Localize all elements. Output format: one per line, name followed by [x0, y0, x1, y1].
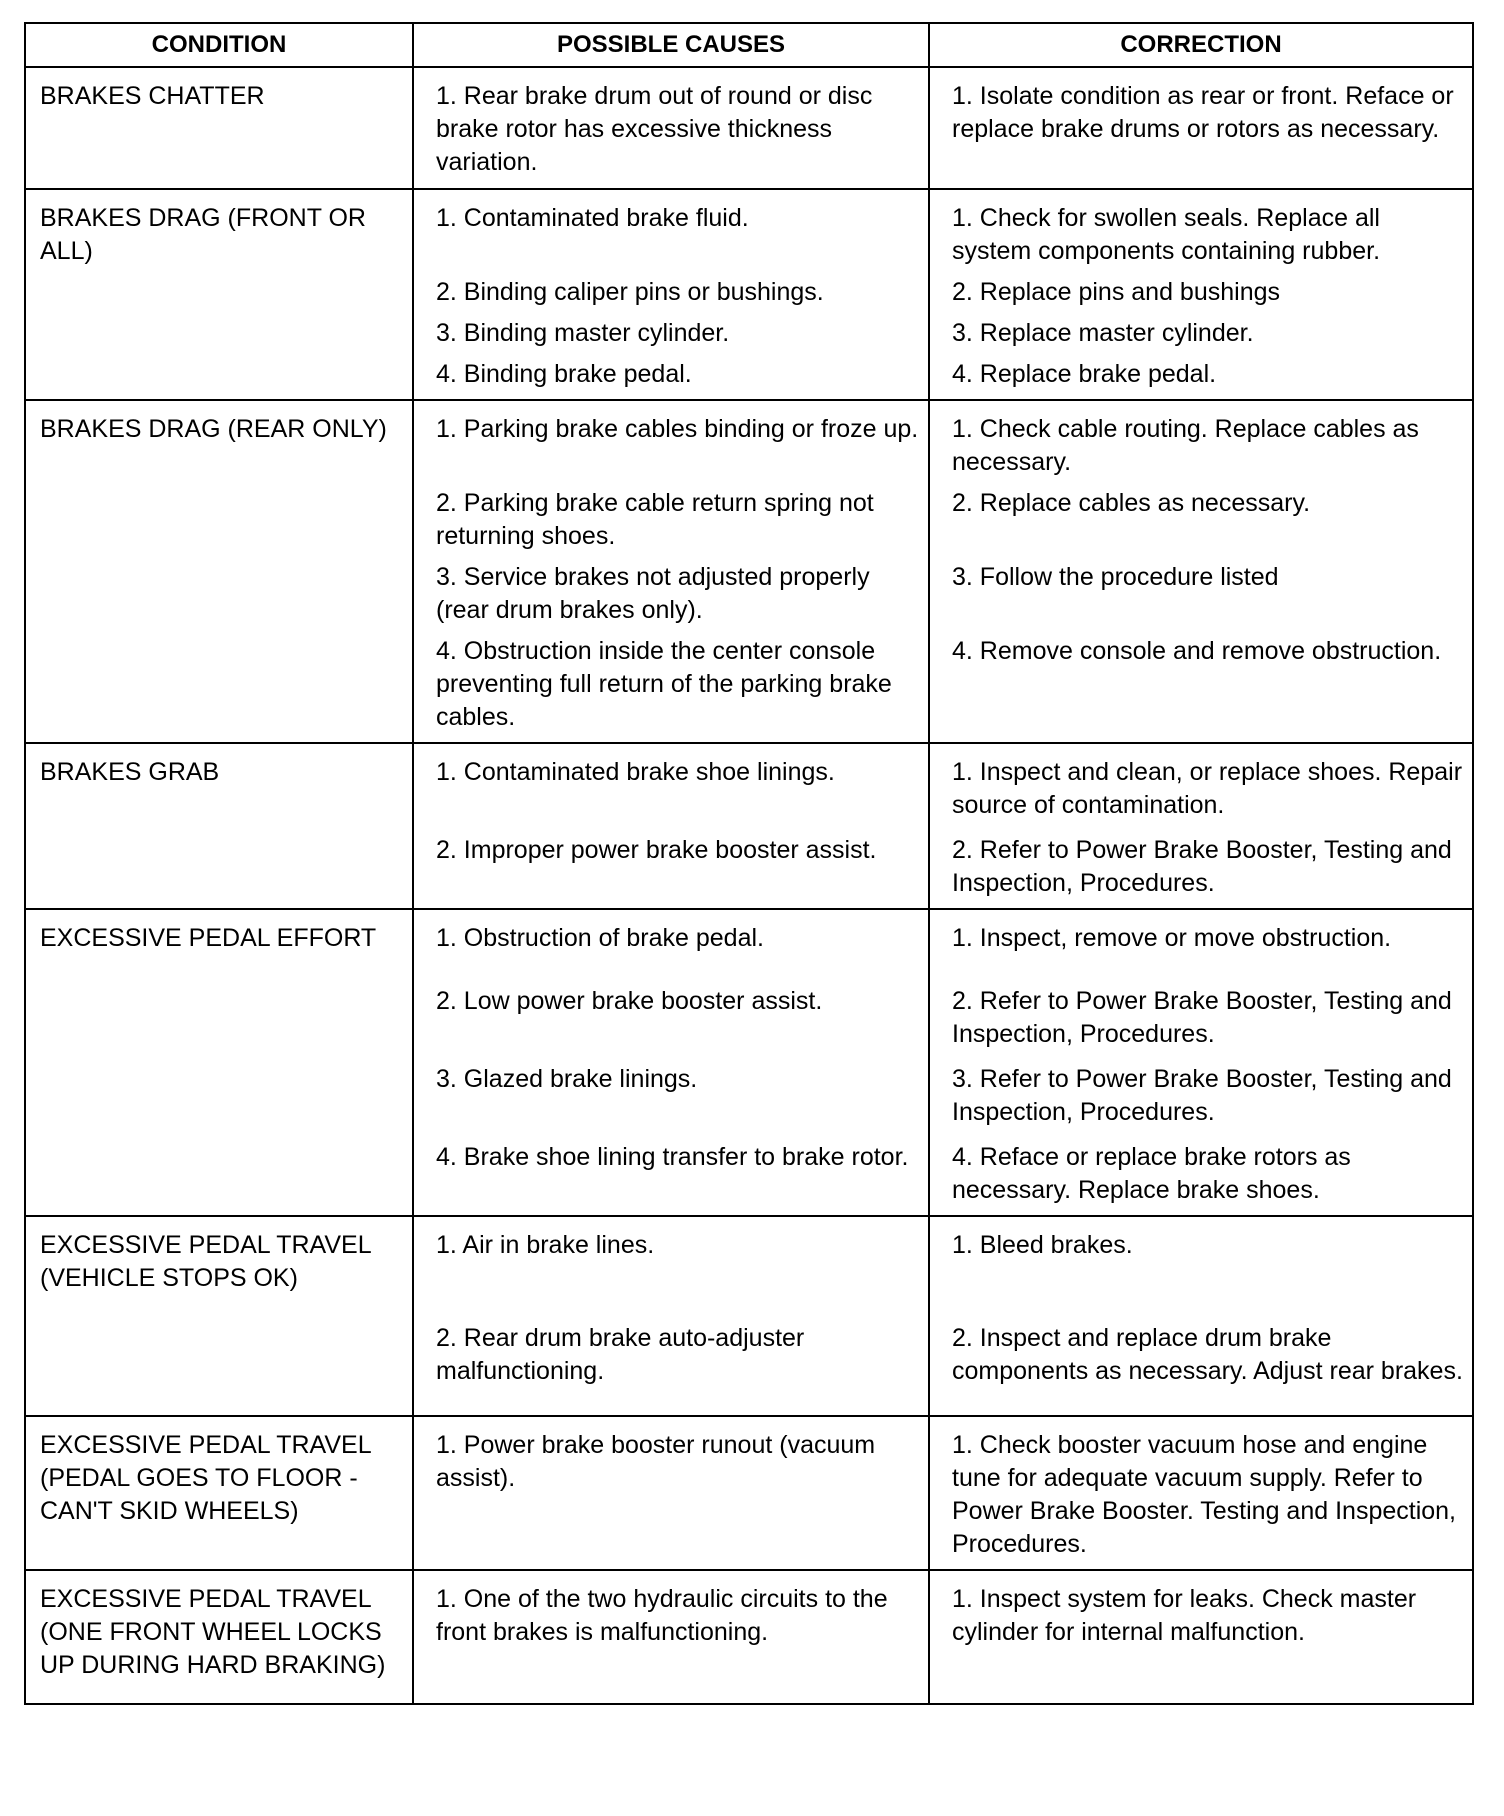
correction-cell — [929, 1570, 1473, 1704]
header-possible-causes: POSSIBLE CAUSES — [413, 23, 929, 67]
correction-item: 2. Replace cables as necessary. — [952, 489, 1311, 517]
cause-item: 1. Air in brake lines. — [436, 1231, 655, 1259]
condition-cell: BRAKES DRAG (FRONT OR ALL) — [25, 189, 413, 400]
cause-item: 1. One of the two hydraulic circuits to the front brakes is malfunctioning. — [436, 1585, 888, 1646]
correction-item: 2. Replace pins and bushings — [952, 278, 1281, 306]
correction-item: 1. Inspect and clean, or replace shoes. Repair source of contamination. — [952, 758, 1463, 819]
correction-item: 1. Check for swollen seals. Replace all system components containing rubber. — [952, 204, 1381, 265]
possible-causes-cell — [413, 1570, 929, 1704]
table-row — [25, 909, 1473, 1216]
table-row — [25, 1416, 1473, 1570]
condition-cell: EXCESSIVE PEDAL EFFORT — [25, 909, 413, 1216]
possible-causes-cell — [413, 1216, 929, 1416]
cause-item: 2. Improper power brake booster assist. — [436, 836, 877, 864]
condition-cell: EXCESSIVE PEDAL TRAVEL (PEDAL GOES TO FLOOR - CAN'T SKID WHEELS) — [25, 1416, 413, 1570]
possible-causes-cell — [413, 189, 929, 400]
correction-item: 1. Bleed brakes. — [952, 1231, 1133, 1259]
correction-item: 1. Inspect system for leaks. Check master cylinder for internal malfunction. — [952, 1585, 1417, 1646]
possible-causes-cell — [413, 743, 929, 909]
table-row — [25, 743, 1473, 909]
table-row — [25, 400, 1473, 743]
correction-cell — [929, 743, 1473, 909]
cause-item: 1. Parking brake cables binding or froze up. — [436, 415, 919, 443]
cause-item: 1. Contaminated brake fluid. — [436, 204, 749, 232]
correction-cell — [929, 909, 1473, 1216]
correction-item: 3. Replace master cylinder. — [952, 319, 1254, 347]
cause-item: 1. Power brake booster runout (vacuum assist). — [436, 1431, 876, 1492]
correction-item: 1. Isolate condition as rear or front. Reface or replace brake drums or rotors as necessary. — [952, 82, 1454, 143]
correction-cell — [929, 400, 1473, 743]
correction-item: 2. Refer to Power Brake Booster, Testing and Inspection, Procedures. — [952, 987, 1452, 1048]
table-row — [25, 1570, 1473, 1704]
possible-causes-cell — [413, 67, 929, 189]
cause-item: 3. Glazed brake linings. — [436, 1065, 698, 1093]
table-row — [25, 1216, 1473, 1416]
cause-item: 1. Obstruction of brake pedal. — [436, 924, 764, 952]
cause-item: 2. Binding caliper pins or bushings. — [436, 278, 824, 306]
condition-cell: EXCESSIVE PEDAL TRAVEL (ONE FRONT WHEEL LOCKS UP DURING HARD BRAKING) — [25, 1570, 413, 1704]
possible-causes-cell — [413, 909, 929, 1216]
condition-cell: EXCESSIVE PEDAL TRAVEL (VEHICLE STOPS OK) — [25, 1216, 413, 1416]
table-body — [25, 67, 1473, 1704]
correction-cell — [929, 1416, 1473, 1570]
table-header — [25, 23, 1473, 67]
condition-cell: BRAKES DRAG (REAR ONLY) — [25, 400, 413, 743]
cause-item: 4. Brake shoe lining transfer to brake rotor. — [436, 1143, 909, 1171]
correction-cell — [929, 67, 1473, 189]
correction-item: 1. Check booster vacuum hose and engine tune for adequate vacuum supply. Refer to Power Brake Booster. Testing and Inspection, Procedures. — [952, 1431, 1457, 1558]
correction-item: 3. Follow the procedure listed — [952, 563, 1279, 591]
table-row — [25, 189, 1473, 400]
header-condition: CONDITION — [25, 23, 413, 67]
cause-item: 4. Obstruction inside the center console preventing full return of the parking brake cables. — [436, 637, 892, 731]
correction-item: 2. Inspect and replace drum brake components as necessary. Adjust rear brakes. — [952, 1324, 1463, 1385]
correction-item: 4. Replace brake pedal. — [952, 360, 1217, 388]
possible-causes-cell — [413, 400, 929, 743]
cause-item: 2. Rear drum brake auto-adjuster malfunctioning. — [436, 1324, 805, 1385]
cause-item: 2. Low power brake booster assist. — [436, 987, 823, 1015]
condition-cell: BRAKES GRAB — [25, 743, 413, 909]
cause-item: 1. Contaminated brake shoe linings. — [436, 758, 835, 786]
cause-item: 2. Parking brake cable return spring not returning shoes. — [436, 489, 874, 550]
correction-item: 1. Inspect, remove or move obstruction. — [952, 924, 1392, 952]
correction-item: 4. Reface or replace brake rotors as necessary. Replace brake shoes. — [952, 1143, 1351, 1204]
cause-item: 3. Binding master cylinder. — [436, 319, 730, 347]
header-correction: CORRECTION — [929, 23, 1473, 67]
correction-item: 3. Refer to Power Brake Booster, Testing and Inspection, Procedures. — [952, 1065, 1452, 1126]
correction-item: 2. Refer to Power Brake Booster, Testing and Inspection, Procedures. — [952, 836, 1452, 897]
correction-item: 4. Remove console and remove obstruction. — [952, 637, 1442, 665]
cause-item: 4. Binding brake pedal. — [436, 360, 692, 388]
correction-cell — [929, 1216, 1473, 1416]
cause-item: 1. Rear brake drum out of round or disc brake rotor has excessive thickness variation. — [436, 82, 873, 176]
diagnosis-table — [24, 22, 1474, 1705]
cause-item: 3. Service brakes not adjusted properly (rear drum brakes only). — [436, 563, 870, 624]
correction-cell — [929, 189, 1473, 400]
possible-causes-cell — [413, 1416, 929, 1570]
condition-cell: BRAKES CHATTER — [25, 67, 413, 189]
table-row — [25, 67, 1473, 189]
correction-item: 1. Check cable routing. Replace cables as necessary. — [952, 415, 1419, 476]
header-row — [25, 23, 1473, 67]
